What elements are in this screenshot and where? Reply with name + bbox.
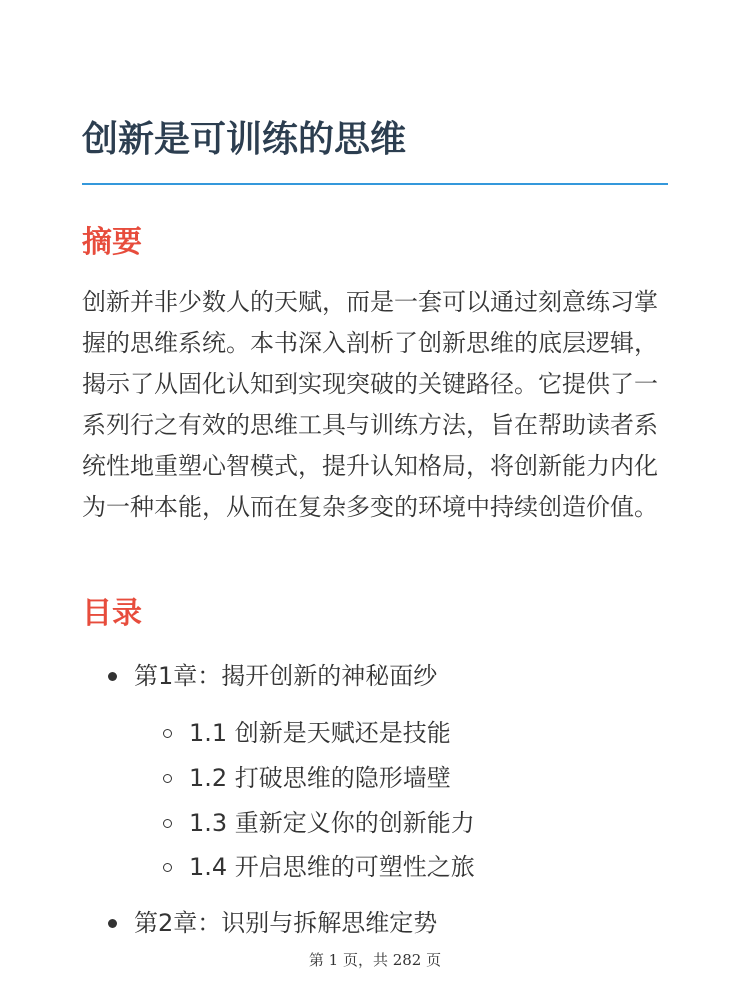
toc-heading: 目录: [82, 596, 142, 631]
toc-chapter-label: 第1章：揭开创新的神秘面纱: [134, 662, 438, 690]
abstract-heading: 摘要: [82, 225, 142, 260]
bullet-circle-icon: [163, 863, 172, 872]
bullet-circle-icon: [163, 729, 172, 738]
toc-section-label: 1.3 重新定义你的创新能力: [189, 809, 475, 837]
bullet-circle-icon: [163, 774, 172, 783]
toc-chapter-label: 第2章：识别与拆解思维定势: [134, 909, 438, 937]
toc-chapter-2[interactable]: [108, 905, 437, 941]
toc-section-label: 1.1 创新是天赋还是技能: [189, 719, 451, 747]
page-indicator: 第 1 页，共 282 页: [308, 951, 442, 969]
toc-section-1-3[interactable]: [163, 805, 475, 841]
page-title: 创新是可训练的思维: [82, 119, 407, 160]
toc-section-1-1[interactable]: [163, 715, 451, 751]
toc-section-label: 1.4 开启思维的可塑性之旅: [189, 853, 475, 881]
toc-chapter-1[interactable]: [108, 658, 437, 694]
bullet-disc-icon: [108, 919, 117, 928]
title-divider: [82, 183, 668, 185]
toc-section-1-2[interactable]: [163, 760, 451, 796]
bullet-circle-icon: [163, 819, 172, 828]
toc-section-1-4[interactable]: [163, 849, 475, 885]
toc-section-label: 1.2 打破思维的隐形墙壁: [189, 764, 451, 792]
bullet-disc-icon: [108, 672, 117, 681]
abstract-text: 创新并非少数人的天赋，而是一套可以通过刻意练习掌握的思维系统。本书深入剖析了创新思维的底层逻辑，揭示了从固化认知到实现突破的关键路径。它提供了一系列行之有效的思维工具与训练方法，旨在帮助读者系统性地重塑心智模式，提升认知格局，将创新能力内化为一种本能，从而在复杂多变的环境中持续创造价值。: [82, 288, 658, 521]
